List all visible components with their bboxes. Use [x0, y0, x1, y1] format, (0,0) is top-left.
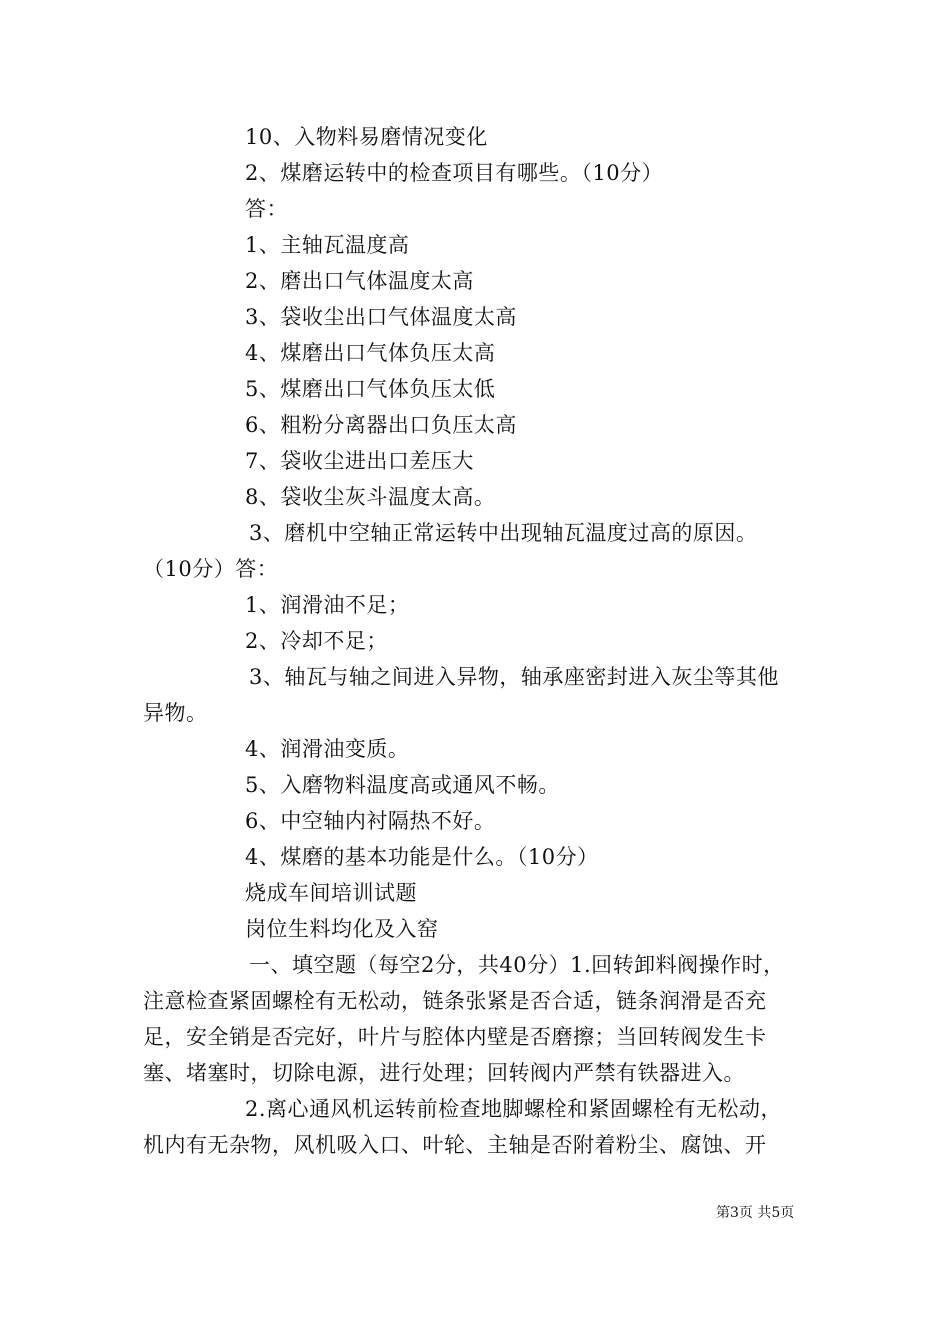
list-item: 1、主轴瓦温度高: [245, 233, 410, 257]
text-line: 异物。: [143, 701, 208, 725]
section-subtitle: 岗位生料均化及入窑: [245, 917, 439, 941]
text-line: （10分）答：: [143, 557, 279, 581]
text-line: 塞、堵塞时，切除电源，进行处理；回转阀内严禁有铁器进入。: [143, 1061, 745, 1085]
page-number-footer: 第3页 共5页: [716, 1205, 795, 1221]
question-heading: 3、磨机中空轴正常运转中出现轴瓦温度过高的原因。: [249, 521, 758, 545]
text-line: 注意检查紧固螺栓有无松动，链条张紧是否合适，链条润滑是否充: [143, 989, 767, 1013]
list-item: 7、袋收尘进出口差压大: [245, 449, 474, 473]
section-title: 烧成车间培训试题: [245, 881, 417, 905]
text-line: 2.离心通风机运转前检查地脚螺栓和紧固螺栓有无松动，: [245, 1097, 783, 1121]
text-line: 10、入物料易磨情况变化: [245, 125, 488, 149]
list-item: 2、磨出口气体温度太高: [245, 269, 474, 293]
list-item: 2、冷却不足；: [245, 629, 388, 653]
list-item: 1、润滑油不足；: [245, 593, 410, 617]
answer-label: 答：: [245, 197, 288, 221]
list-item: 4、润滑油变质。: [245, 737, 410, 761]
list-item: 3、轴瓦与轴之间进入异物，轴承座密封进入灰尘等其他: [249, 665, 779, 689]
list-item: 6、中空轴内衬隔热不好。: [245, 809, 496, 833]
list-item: 4、煤磨出口气体负压太高: [245, 341, 496, 365]
question-heading: 4、煤磨的基本功能是什么。（10分）: [245, 845, 599, 869]
text-line: 一、填空题（每空2分，共40分）1.回转卸料阀操作时，: [249, 953, 785, 977]
list-item: 3、袋收尘出口气体温度太高: [245, 305, 517, 329]
list-item: 5、入磨物料温度高或通风不畅。: [245, 773, 560, 797]
text-line: 机内有无杂物，风机吸入口、叶轮、主轴是否附着粉尘、腐蚀、开: [143, 1133, 767, 1157]
text-line: 足，安全销是否完好，叶片与腔体内壁是否磨擦；当回转阀发生卡: [143, 1025, 767, 1049]
list-item: 6、粗粉分离器出口负压太高: [245, 413, 517, 437]
list-item: 8、袋收尘灰斗温度太高。: [245, 485, 496, 509]
question-heading: 2、煤磨运转中的检查项目有哪些。（10分）: [245, 161, 664, 185]
list-item: 5、煤磨出口气体负压太低: [245, 377, 496, 401]
